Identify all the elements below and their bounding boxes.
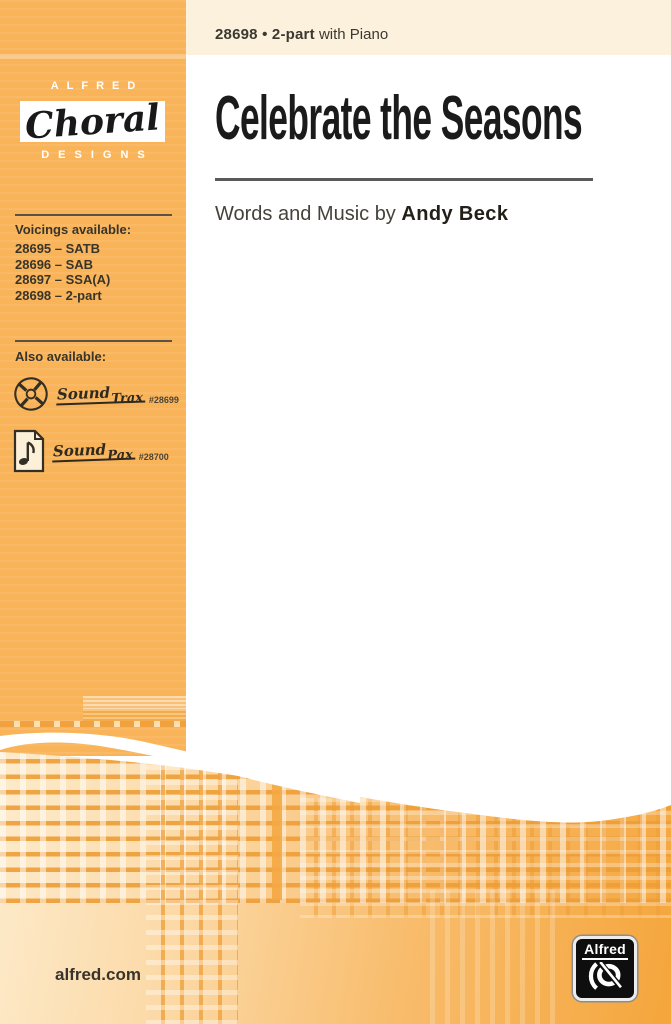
plaid-streaks [430,890,560,1024]
composer-name: Andy Beck [401,203,509,225]
brand-alfred-text: ALFRED [50,80,144,92]
page-title: Celebrate the Seasons [215,84,583,153]
soundtrax-label: SoundTrax [56,383,144,407]
music-note-page-icon [12,428,46,474]
voicings-list [15,241,180,303]
cd-icon [12,375,50,413]
title-divider [215,178,593,181]
sidebar-rule-top [15,214,172,216]
voicing-item: 28695 – SATB [15,241,101,256]
alfred-logo-mark-icon [585,962,625,992]
voicing-item: 28698 – 2-part [15,287,102,303]
soundpax-product [12,426,184,476]
voicing-item: 28696 – SAB [15,256,94,272]
byline-prefix: Words and Music by [215,203,402,225]
striped-block-medium [83,709,186,721]
byline [215,203,671,226]
brand-logo [20,95,165,148]
catalog-number-voicing: 28698 • 2-part [215,26,315,43]
title-block [186,55,671,226]
soundpax-label: SoundPax [52,440,134,464]
sidebar-sheen [0,54,186,59]
brand-choral-script: Choral [23,95,162,148]
soundtrax-number: #28699 [148,395,179,405]
plaid-solid-bar [272,730,282,900]
catalog-subtitle: with Piano [318,26,389,43]
alfred-logo-underline [582,958,628,960]
also-available-title: Also available: [15,349,107,364]
catalog-line [215,26,388,43]
sidebar-rule-bottom [15,340,172,342]
brand-designs-text: DESIGNS [41,149,154,161]
voicings-title: Voicings available: [15,222,132,237]
sidebar-dash-row [0,721,186,727]
alfred-logo-text: Alfred [584,941,626,957]
soundpax-number: #28700 [138,452,169,462]
striped-block-light [83,696,186,709]
website-text: alfred.com [55,965,141,984]
voicing-item: 28697 – SSA(A) [15,272,111,287]
alfred-logo-badge [573,936,637,1001]
soundtrax-product [12,372,184,416]
